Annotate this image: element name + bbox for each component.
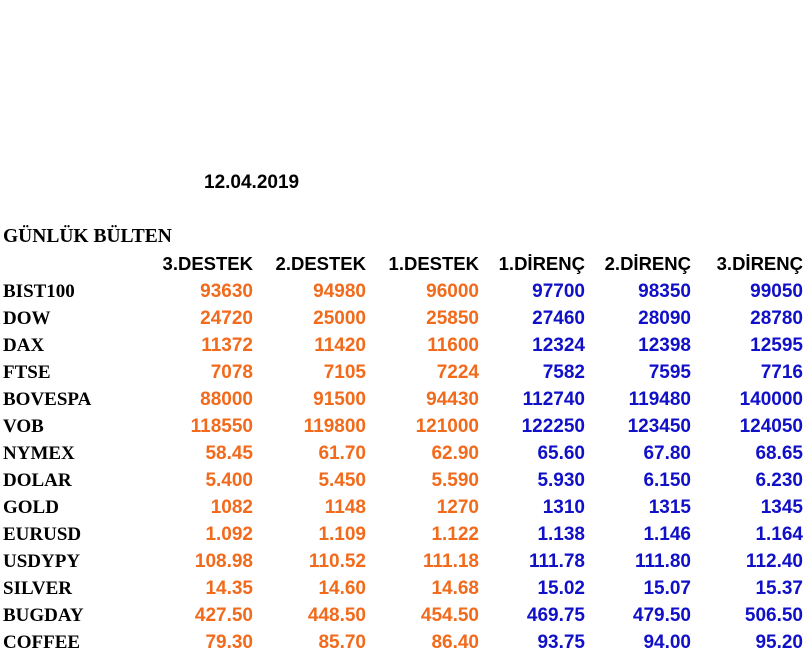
support-value: 88000	[200, 389, 253, 410]
resistance-value: 94.00	[643, 632, 691, 653]
table-row	[0, 416, 807, 443]
resistance-value: 1.164	[755, 524, 803, 545]
table-row	[0, 281, 807, 308]
resistance-value: 111.78	[528, 551, 585, 572]
instrument-label: SILVER	[3, 578, 73, 599]
table-row	[0, 578, 807, 605]
resistance-value: 7716	[760, 362, 803, 383]
support-value: 1.092	[205, 524, 253, 545]
resistance-value: 111.80	[634, 551, 691, 572]
support-value: 79.30	[205, 632, 253, 653]
column-header: 3.DESTEK	[162, 253, 253, 274]
resistance-value: 65.60	[537, 443, 585, 464]
support-value: 121000	[415, 416, 479, 437]
resistance-value: 112.40	[745, 551, 803, 572]
support-value: 62.90	[431, 443, 479, 464]
instrument-label: BIST100	[3, 281, 75, 302]
support-value: 108.98	[194, 551, 253, 572]
support-value: 61.70	[318, 443, 366, 464]
resistance-value: 1.146	[643, 524, 691, 545]
instrument-label: FTSE	[3, 362, 51, 383]
support-value: 110.52	[308, 551, 366, 572]
support-value: 5.400	[205, 470, 253, 491]
resistance-value: 6.230	[755, 470, 803, 491]
resistance-value: 119480	[628, 389, 691, 410]
resistance-value: 12595	[750, 335, 803, 356]
support-value: 7105	[323, 362, 366, 383]
support-value: 25000	[313, 308, 366, 329]
support-value: 14.35	[205, 578, 253, 599]
support-value: 25850	[426, 308, 479, 329]
support-value: 454.50	[420, 605, 479, 626]
support-value: 1148	[324, 497, 366, 518]
resistance-value: 506.50	[744, 605, 803, 626]
resistance-value: 15.07	[643, 578, 691, 599]
resistance-value: 93.75	[537, 632, 585, 653]
support-value: 24720	[200, 308, 253, 329]
support-value: 96000	[426, 281, 479, 302]
instrument-label: GOLD	[3, 497, 59, 518]
instrument-label: NYMEX	[3, 443, 75, 464]
table-row	[0, 470, 807, 497]
support-value: 5.590	[431, 470, 479, 491]
column-header: 1.DİRENÇ	[498, 253, 585, 274]
resistance-value: 479.50	[632, 605, 691, 626]
resistance-value: 112740	[522, 389, 585, 410]
resistance-value: 5.930	[537, 470, 585, 491]
instrument-label: DAX	[3, 335, 45, 356]
column-header: 2.DİRENÇ	[604, 253, 691, 274]
support-value: 5.450	[318, 470, 366, 491]
table-row	[0, 497, 807, 524]
resistance-value: 7595	[648, 362, 691, 383]
resistance-value: 95.20	[755, 632, 803, 653]
support-value: 14.68	[431, 578, 479, 599]
resistance-value: 1310	[542, 497, 585, 518]
support-value: 7224	[436, 362, 479, 383]
resistance-value: 7582	[542, 362, 585, 383]
resistance-value: 28090	[638, 308, 691, 329]
resistance-value: 124050	[739, 416, 803, 437]
resistance-value: 97700	[532, 281, 585, 302]
resistance-value: 98350	[638, 281, 691, 302]
support-value: 119800	[303, 416, 366, 437]
support-value: 91500	[313, 389, 366, 410]
support-value: 1.122	[431, 524, 479, 545]
support-value: 118550	[190, 416, 253, 437]
support-value: 93630	[200, 281, 253, 302]
support-value: 111.18	[422, 551, 479, 572]
support-value: 1270	[436, 497, 479, 518]
support-value: 85.70	[318, 632, 366, 653]
resistance-value: 28780	[750, 308, 803, 329]
table-row	[0, 443, 807, 470]
instrument-label: DOLAR	[3, 470, 72, 491]
instrument-label: DOW	[3, 308, 51, 329]
bulletin-title: GÜNLÜK BÜLTEN	[3, 226, 172, 247]
table-row	[0, 551, 807, 578]
table-row	[0, 362, 807, 389]
support-value: 94980	[313, 281, 366, 302]
table-row	[0, 389, 807, 416]
column-header: 3.DİRENÇ	[716, 253, 803, 274]
column-header: 2.DESTEK	[275, 253, 366, 274]
bulletin-date: 12.04.2019	[204, 172, 300, 193]
support-value: 448.50	[307, 605, 366, 626]
support-value: 11420	[314, 335, 366, 356]
resistance-value: 67.80	[643, 443, 691, 464]
support-value: 427.50	[194, 605, 253, 626]
resistance-value: 140000	[739, 389, 803, 410]
support-value: 11372	[201, 335, 253, 356]
resistance-value: 15.02	[537, 578, 585, 599]
instrument-label: COFFEE	[3, 632, 81, 653]
resistance-value: 469.75	[526, 605, 585, 626]
support-value: 1.109	[318, 524, 366, 545]
resistance-value: 1315	[648, 497, 691, 518]
column-header: 1.DESTEK	[388, 253, 479, 274]
table-row	[0, 632, 807, 659]
instrument-label: EURUSD	[3, 524, 82, 545]
support-value: 7078	[210, 362, 253, 383]
table-row	[0, 308, 807, 335]
resistance-value: 1.138	[537, 524, 585, 545]
support-value: 1082	[210, 497, 253, 518]
resistance-value: 15.37	[755, 578, 803, 599]
resistance-value: 68.65	[755, 443, 803, 464]
resistance-value: 99050	[750, 281, 803, 302]
instrument-label: BOVESPA	[3, 389, 92, 410]
instrument-label: BUGDAY	[3, 605, 84, 626]
resistance-value: 12398	[638, 335, 691, 356]
resistance-value: 123450	[627, 416, 691, 437]
resistance-value: 6.150	[643, 470, 691, 491]
support-value: 86.40	[431, 632, 479, 653]
resistance-value: 27460	[532, 308, 585, 329]
support-value: 14.60	[318, 578, 366, 599]
table-row	[0, 335, 807, 362]
table-row	[0, 605, 807, 632]
table-row	[0, 524, 807, 551]
instrument-label: VOB	[3, 416, 44, 437]
support-value: 58.45	[205, 443, 253, 464]
resistance-value: 1345	[760, 497, 803, 518]
resistance-value: 12324	[532, 335, 585, 356]
support-value: 94430	[426, 389, 479, 410]
instrument-label: USDYPY	[3, 551, 81, 572]
support-value: 11600	[427, 335, 479, 356]
resistance-value: 122250	[521, 416, 585, 437]
